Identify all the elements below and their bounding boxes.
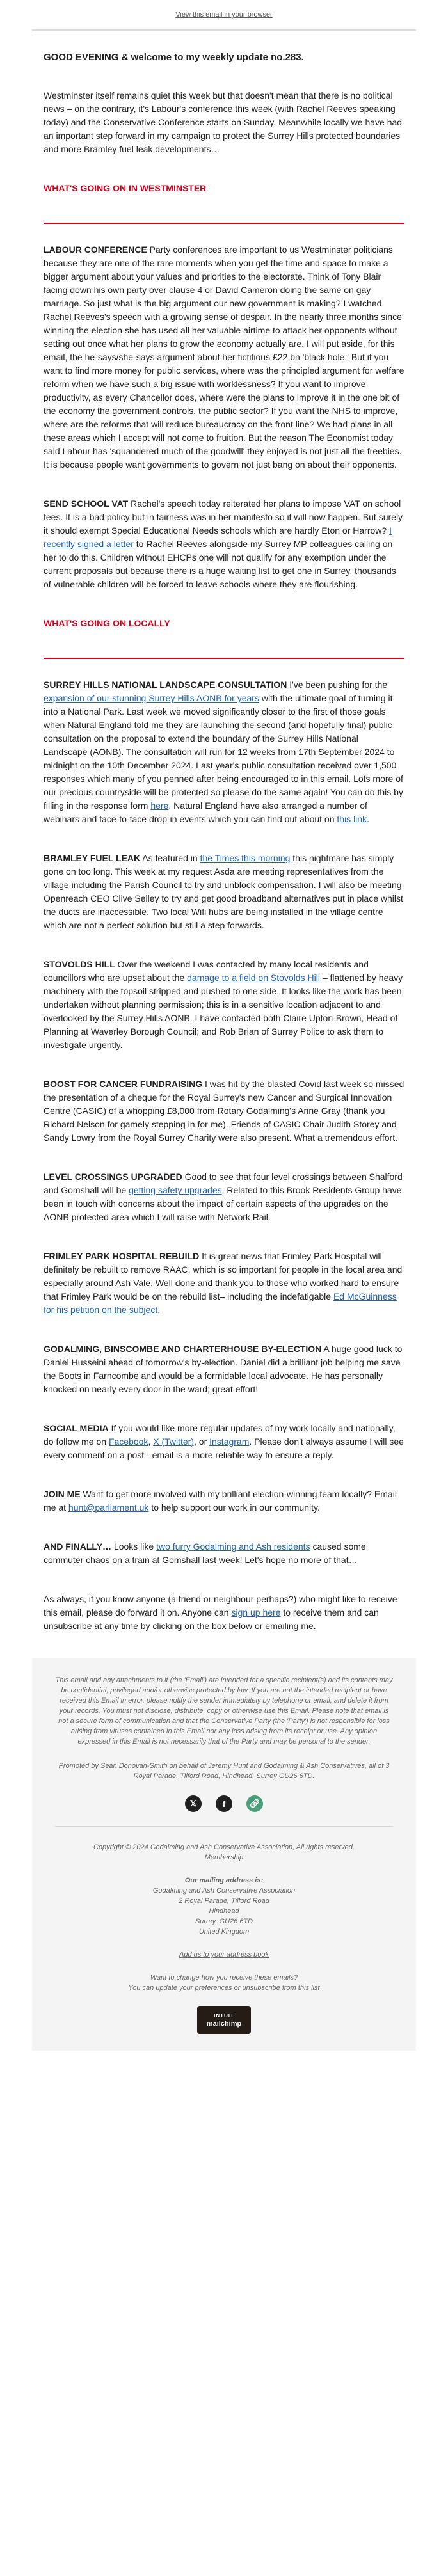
email-content — [32, 31, 416, 1633]
fuel-leak-text: As featured in — [140, 853, 200, 863]
and-finally-text-2: caused some commuter chaos on a train at Gomshall last week! Let's hope no more of that… — [44, 1541, 366, 1565]
address-line: United Kingdom — [198, 1928, 250, 1936]
stovolds-text: Over the weekend I was contacted by many local residents and councillors who are upset about the — [44, 959, 369, 983]
furry-residents-link[interactable]: two furry Godalming and Ash residents — [156, 1541, 310, 1552]
footer — [32, 1658, 416, 2051]
email-body — [32, 29, 416, 2051]
social-icons — [55, 1795, 393, 1812]
x-icon[interactable]: 𝕏 — [185, 1795, 202, 1812]
footer-meta — [55, 1842, 393, 2034]
cancer-fundraising-item — [44, 1077, 404, 1145]
join-me-item — [44, 1488, 404, 1515]
and-finally-item — [44, 1540, 404, 1567]
frimley-item — [44, 1250, 404, 1317]
events-link[interactable]: this link — [337, 814, 367, 824]
change-question: Want to change how you receive these emails? — [150, 1974, 298, 1982]
surrey-hills-text: I've been pushing for the — [287, 680, 388, 690]
cancer-fundraising-text: I was hit by the blasted Covid last week so missed the presentation of a cheque for the Royal Surrey's new Cancer and Surgical Innovation Centre (CASIC) of a whopping £8,000 from Rotary Godalming's Anne Gray (thank you Richard Nelson for gamely stepping in for me). Friends of CASIC Chair Judith Storey and Sandy Lowry from the Royal Surrey Charity were also present. What a tremendous effort. — [44, 1079, 404, 1143]
level-crossings-item — [44, 1170, 404, 1224]
and-finally-text: Looks like — [111, 1541, 157, 1552]
unsubscribe-link[interactable]: unsubscribe from this list — [242, 1984, 320, 1992]
westminster-divider — [44, 223, 404, 224]
safety-upgrades-link[interactable]: getting safety upgrades — [129, 1185, 222, 1195]
labour-conference-text: Party conferences are important to us Westminster politicians because they are one of the rare moments when you get the time and space to make a bigger argument about your values and priorities to the electorate. Think of Tony Blair facing down his own party over clause 4 or David Cameron doing the same on gay marriage. So just what is the big argument our new government is making? I watched Rachel Reeves's speech with a growing sense of despair. In the nearly three months since winning the election she has used all her valuable airtime to attack her opponents without setting out once what her plans to grow the economy actually are. I will put aside, for this email, the he-says/she-says argument about her fictitious £22 bn 'black hole.' But if you want to find more money for public services, where was the principled argument for welfare reform when we have such a big issue with worklessness? If you want to improve productivity, as every Chancellor does, where were the plans to improve it in the one bit of the economy the government controls, the public sector? If you want the NHS to improve, where are the reforms that will reduce bureaucracy on the front line? We had plans in all these areas which I accept will not come to fruition. But the reason The Economist today said Labour has 'squandered much of the goodwill' they enjoyed is not just all the freebies. It is because people want governments to govern not just bang on about their opponents. — [44, 244, 404, 470]
locally-divider — [44, 658, 404, 659]
join-me-title: JOIN ME — [44, 1489, 81, 1499]
surrey-hills-item — [44, 678, 404, 826]
twitter-link[interactable]: X (Twitter) — [153, 1436, 194, 1447]
preferences-line — [55, 1983, 393, 1993]
response-form-link[interactable]: here — [150, 800, 169, 811]
or-text: or — [232, 1984, 243, 1992]
frimley-title: FRIMLEY PARK HOSPITAL REBUILD — [44, 1251, 200, 1261]
social-sep-2: , or — [194, 1436, 210, 1447]
surrey-hills-text-2: with the ultimate goal of turning it into a National Park. Last week we moved significantly closer to the first of those goals when Natural England told me they are launching the second (and hopefully final) public consultation on the proposal to extend the boundary of the Surrey Hills National Landscape (AONB). The consultation will run for 12 weeks from 17th September 2024 to midnight on the 10th December 2024. Last year's public consultation received over 1,500 responses which many of you penned after being encouraged to in this email. Lots more of our precious countryside will be protected so please do the same again! You can do this by filling in the response form — [44, 693, 403, 811]
stovolds-item — [44, 958, 404, 1052]
level-crossings-title: LEVEL CROSSINGS UPGRADED — [44, 1172, 182, 1182]
greeting: GOOD EVENING & welcome to my weekly update no.283. — [44, 52, 304, 63]
disclaimer: This email and any attachments to it (the 'Email') are intended for a specific recipient(s) and its contents may be confidential, privileged and/or otherwise protected by law. If you are not the intended recipient or have received this Email in error, please notify the sender immediately by telephone or email, and delete it from your records. You must not disclose, distribute, copy or otherwise use this Email. Please note that email is not a secure form of communication and that the Conservative Party (the 'Party') is not responsible for loss arising from viruses contained in this Email nor any loss arising from its receipt or use. Any opinion expressed in this Email is not necessarily that of the Party and may be personal to the sender. — [55, 1676, 393, 1745]
stovolds-title: STOVOLDS HILL — [44, 959, 115, 969]
mailchimp-badge[interactable] — [197, 2006, 251, 2034]
link-icon[interactable]: 🔗︎ — [246, 1795, 263, 1812]
copyright-block — [55, 1842, 393, 1863]
send-vat-title: SEND SCHOOL VAT — [44, 498, 129, 509]
locally-heading: WHAT'S GOING ON LOCALLY — [44, 618, 170, 628]
surrey-hills-title: SURREY HILLS NATIONAL LANDSCAPE CONSULTATION — [44, 680, 287, 690]
fuel-leak-text-2: this nightmare has simply gone on too long. This week at my request Asda are meeting representatives from the village including the Parish Council to try and unblock compensation. I will also be meeting Openreach CEO Clive Selley to try and get good broadband alternatives put in place whilst the ducts are inaccessible. Two local Wifi hubs are being installed in the village centre which are not a perfect solution but still a step forwards. — [44, 853, 403, 930]
aonb-expansion-link[interactable]: expansion of our stunning Surrey Hills AONB for years — [44, 693, 259, 703]
mailchimp-label: mailchimp — [206, 2020, 242, 2028]
email-link[interactable]: hunt@parliament.uk — [68, 1502, 149, 1513]
social-media-text-2: . Please don't always assume I will see every comment on a post - email is a more reliable way to ensure a reply. — [44, 1436, 404, 1460]
petition-link[interactable]: Ed McGuinness for his petition on the subject — [44, 1291, 397, 1315]
add-address-book-link[interactable]: Add us to your address book — [179, 1951, 269, 1959]
preferences-block — [55, 1973, 393, 1993]
signed-letter-link[interactable]: I recently signed a letter — [44, 525, 392, 549]
address-line: Hindhead — [209, 1907, 239, 1915]
membership: Membership — [204, 1854, 244, 1861]
instagram-link[interactable]: Instagram — [209, 1436, 250, 1447]
labour-conference-item — [44, 243, 404, 472]
address-line: 2 Royal Parade, Tilford Road — [179, 1897, 269, 1905]
social-media-text: If you would like more regular updates of my work locally and nationally, do follow me on — [44, 1423, 396, 1447]
join-me-text: Want to get more involved with my brilliant election-winning team locally? Email me at — [44, 1489, 397, 1513]
social-sep-1: , — [148, 1436, 154, 1447]
address-line: Godalming and Ash Conservative Association — [152, 1887, 296, 1895]
update-preferences-link[interactable]: update your preferences — [156, 1984, 232, 1992]
address-line: Surrey, GU26 6TD — [195, 1918, 253, 1925]
join-me-text-2: to help support our work in our community. — [148, 1502, 320, 1513]
cancer-fundraising-title: BOOST FOR CANCER FUNDRAISING — [44, 1079, 203, 1089]
frimley-text: It is great news that Frimley Park Hospital will definitely be rebuilt to remove RAAC, which is so important for people in the local area and especially around Ash Vale. Well done and thank you to those who worked hard to ensure that Frimley Park would be on the rebuild list– including the indefatigable — [44, 1251, 403, 1301]
fuel-leak-title: BRAMLEY FUEL LEAK — [44, 853, 141, 863]
send-vat-item — [44, 497, 404, 591]
surrey-hills-text-4: . — [367, 814, 369, 824]
level-crossings-text-2: . Related to this Brook Residents Group have been in touch with concerns about the impact of certain aspects of the upgrades on the AONB protected area which I will raise with Network Rail. — [44, 1185, 402, 1222]
times-article-link[interactable]: the Times this morning — [200, 853, 291, 863]
copyright: Copyright © 2024 Godalming and Ash Conservative Association, All rights reserved. — [93, 1843, 355, 1851]
by-election-title: GODALMING, BINSCOMBE AND CHARTERHOUSE BY-ELECTION — [44, 1344, 322, 1354]
closing-text-2: to receive them and can unsubscribe at any time by clicking on the box below or emailing me. — [44, 1607, 379, 1631]
facebook-icon[interactable]: f — [216, 1795, 232, 1812]
closing-paragraph — [44, 1593, 404, 1633]
by-election-text: A huge good luck to Daniel Husseini ahead of tomorrow's by-election. Daniel did a brilliant job helping me save the Boots in Farncombe and would be a formidable local advocate. He has personally knocked on nearly every door in the ward; great effort! — [44, 1344, 403, 1394]
by-election-item — [44, 1342, 404, 1396]
preheader — [0, 0, 448, 29]
closing-text: As always, if you know anyone (a friend or neighbour perhaps?) who might like to receive this email, please do forward it on. Anyone can — [44, 1594, 397, 1618]
social-media-item — [44, 1422, 404, 1462]
you-can-text: You can — [128, 1984, 156, 1992]
fuel-leak-item — [44, 852, 404, 932]
mailing-label: Our mailing address is: — [184, 1877, 264, 1884]
sign-up-link[interactable]: sign up here — [231, 1607, 281, 1618]
promoted-by: Promoted by Sean Donovan-Smith on behalf of Jeremy Hunt and Godalming & Ash Conservatives, all of 3 Royal Parade, Tilford Road, Hindhead, Surrey GU26 6TD. — [58, 1762, 390, 1780]
social-media-title: SOCIAL MEDIA — [44, 1423, 109, 1433]
view-in-browser-link[interactable]: View this email in your browser — [175, 11, 273, 19]
mailing-address-block — [55, 1875, 393, 1937]
footer-divider — [55, 1826, 393, 1827]
intuit-label: INTUIT — [214, 2013, 234, 2019]
level-crossings-text: Good to see that four level crossings between Shalford and Gomshall will be — [44, 1172, 403, 1195]
address-book-block — [55, 1950, 393, 1960]
labour-conference-title: LABOUR CONFERENCE — [44, 244, 147, 255]
intro-paragraph: Westminster itself remains quiet this week but that doesn't mean that there is no political news – on the contrary, it's Labour's conference this week (with Rachel Reeves speaking today) and the Conservative Conference starts on Sunday. Meanwhile locally we have had an important step forward in my campaign to protect the Surrey Hills protected boundaries and more Bramley fuel leak developments… — [44, 90, 403, 154]
frimley-text-2: . — [157, 1305, 161, 1315]
facebook-link[interactable]: Facebook — [108, 1436, 148, 1447]
send-vat-text: Rachel's speech today reiterated her plans to impose VAT on school fees. It is a bad policy but in fairness was in her manifesto so it will now happen. But surely it should exempt Special Educational Needs schools which are hardly Eton or Harrow? — [44, 498, 403, 536]
stovolds-text-2: – flattened by heavy machinery with the topsoil stripped and pushed to one side. It looks like the work has been undertaken without planning permission; this is in a sensitive location adjacent to and overlooked by the Surrey Hills AONB. I have contacted both Claire Upton-Brown, Head of Planning at Waverley Borough Council; and Rob Brian of Surrey Police to ask them to investigate urgently. — [44, 973, 403, 1050]
surrey-hills-text-3: . Natural England have also arranged a number of webinars and face-to-face drop-in events which you can find out about on — [44, 800, 367, 824]
westminster-heading: WHAT'S GOING ON IN WESTMINSTER — [44, 183, 207, 193]
stovolds-damage-link[interactable]: damage to a field on Stovolds Hill — [187, 973, 320, 983]
send-vat-text-2: to Rachel Reeves alongside my Surrey MP colleagues calling on her to do this. Children without EHCPs one will not qualify for any exemption under the current proposals but because there is a huge waiting list to get one in Surrey, thousands of vulnerable children will be forced to leave schools where they are flourishing. — [44, 539, 396, 589]
and-finally-title: AND FINALLY… — [44, 1541, 112, 1552]
